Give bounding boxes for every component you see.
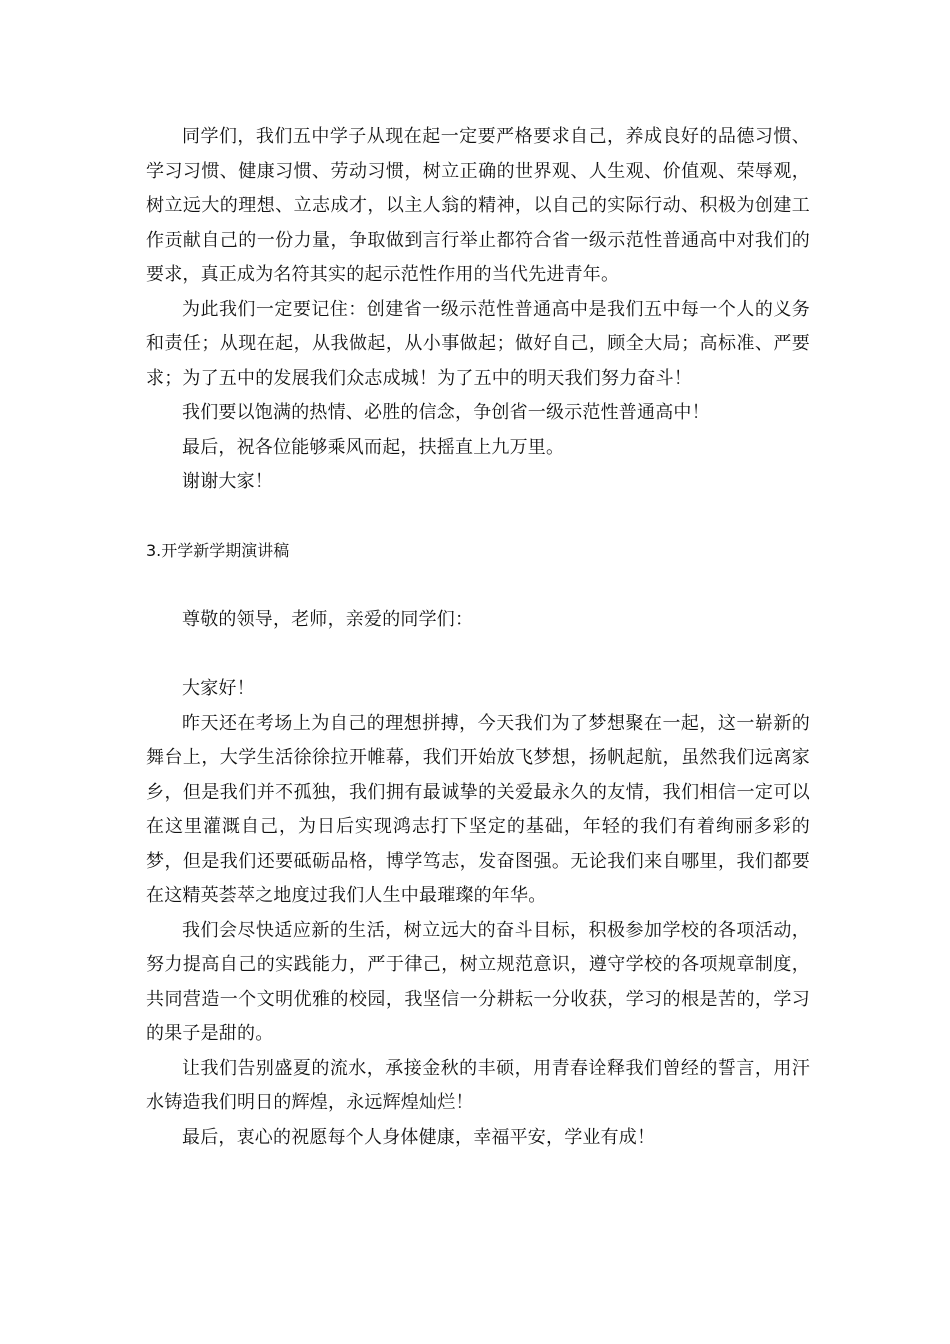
- section-heading: 3.开学新学期演讲稿: [146, 541, 290, 560]
- paragraph: 让我们告别盛夏的流水，承接金秋的丰硕，用青春诠释我们曾经的誓言，用汗水铸造我们明日的辉煌，永远辉煌灿烂！: [146, 1057, 810, 1113]
- spacer: [146, 500, 810, 535]
- paragraph: 同学们，我们五中学子从现在起一定要严格要求自己，养成良好的品德习惯、学习习惯、健康习惯、劳动习惯，树立正确的世界观、人生观、价值观、荣辱观，树立远大的理想、立志成才，以主人翁的精神，以自己的实际行动、积极为创建工作贡献自己的一份力量，争取做到言行举止都符合省一级示范性普通高中对我们的要求，真正成为名符其实的起示范性作用的当代先进青年。: [146, 126, 810, 285]
- salutation: 尊敬的领导，老师，亲爱的同学们：: [182, 609, 474, 630]
- paragraph: 谢谢大家！: [182, 471, 273, 492]
- paragraph: 为此我们一定要记住：创建省一级示范性普通高中是我们五中每一个人的义务和责任；从现在起，从我做起，从小事做起；做好自己，顾全大局；高标准、严要求；为了五中的发展我们众志成城！为了五中的明天我们努力奋斗！: [146, 298, 810, 389]
- paragraph: 我们会尽快适应新的生活，树立远大的奋斗目标，积极参加学校的各项活动，努力提高自己的实践能力，严于律己，树立规范意识，遵守学校的各项规章制度，共同营造一个文明优雅的校园，我坚信一分耕耘一分收获，学习的根是苦的，学习的果子是甜的。: [146, 919, 810, 1044]
- greeting: 大家好！: [182, 678, 255, 699]
- document-page: [146, 120, 810, 1155]
- paragraph: 最后，衷心的祝愿每个人身体健康，幸福平安，学业有成！: [182, 1126, 656, 1148]
- paragraph: 我们要以饱满的热情、必胜的信念，争创省一级示范性普通高中！: [182, 402, 710, 423]
- spacer: [146, 569, 810, 604]
- spacer: [146, 638, 810, 673]
- paragraph: 昨天还在考场上为自己的理想拼搏，今天我们为了梦想聚在一起，这一崭新的舞台上，大学生活徐徐拉开帷幕，我们开始放飞梦想，扬帆起航，虽然我们远离家乡，但是我们并不孤独，我们拥有最诚挚的关爱最永久的友情，我们相信一定可以在这里灌溉自己，为日后实现鸿志打下坚定的基础，年轻的我们有着绚丽多彩的梦，但是我们还要砥砺品格，博学笃志，发奋图强。无论我们来自哪里，我们都要在这精英荟萃之地度过我们人生中最璀璨的年华。: [146, 712, 810, 906]
- paragraph: 最后，祝各位能够乘风而起，扶摇直上九万里。: [182, 436, 565, 458]
